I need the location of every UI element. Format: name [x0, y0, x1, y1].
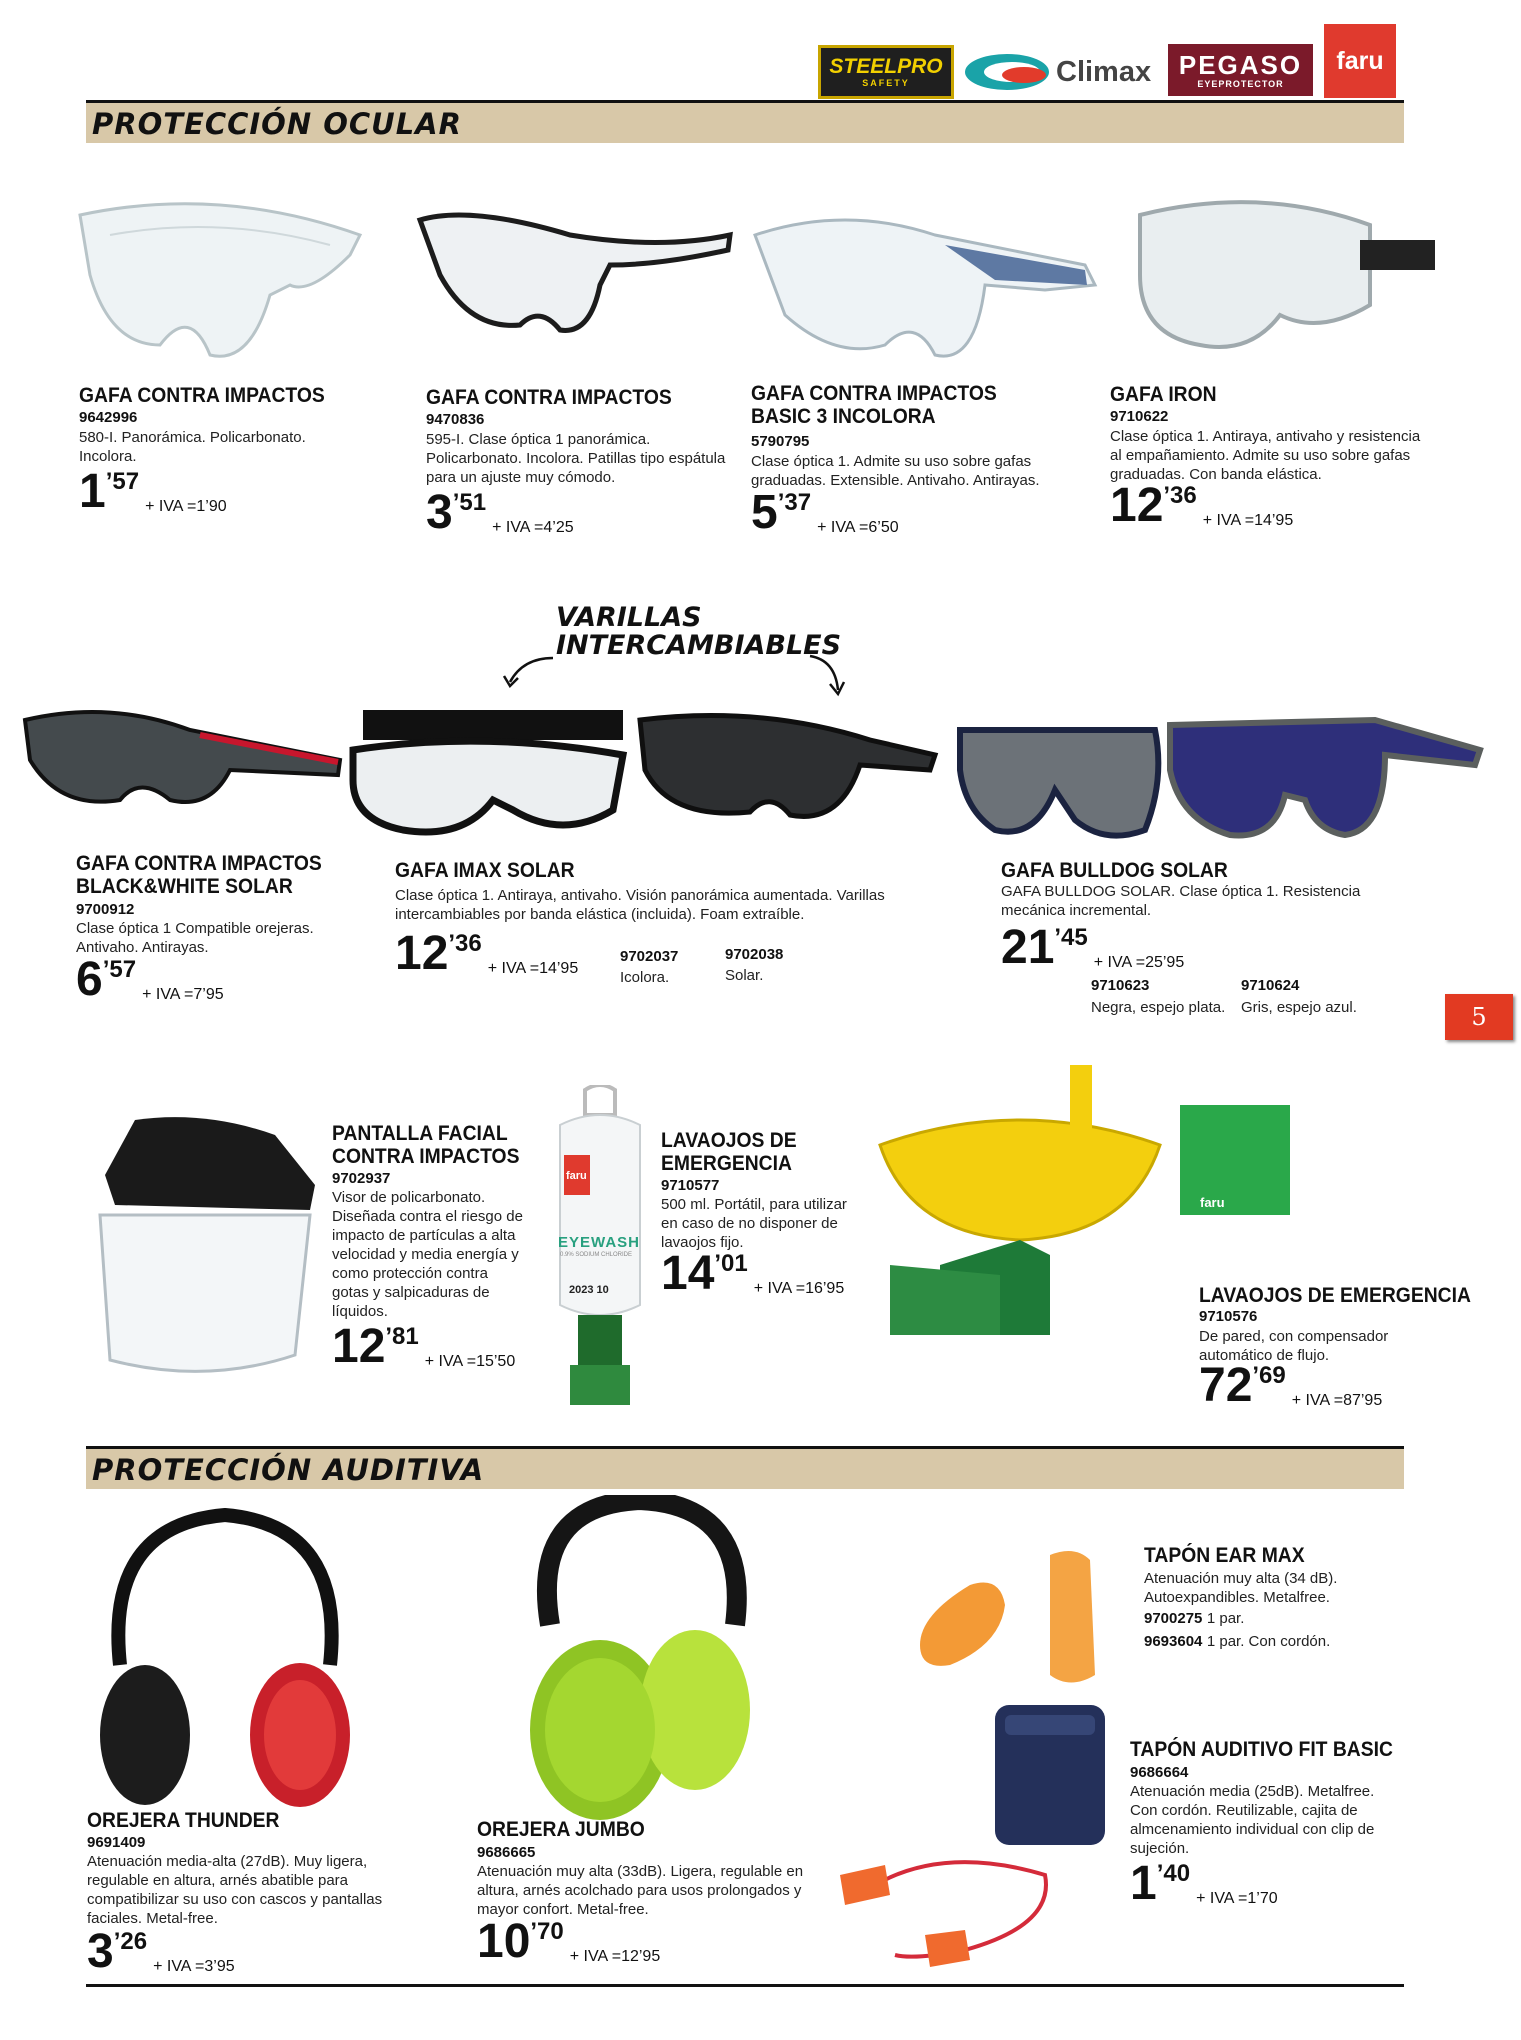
p11-iva-label: + IVA =	[153, 1958, 205, 1975]
p12-price	[477, 1915, 661, 1968]
p10-price-iva: 87’95	[1343, 1392, 1383, 1409]
p5-price-cents: ’57	[102, 956, 137, 983]
p1-price-euros: 1	[79, 465, 106, 518]
p11-desc: Atenuación media-alta (27dB). Muy ligera, regulable en altura, arnés abatible para compatibilizar su uso con cascos y pantallas faciales. Metal-free.	[87, 1853, 383, 1927]
eyewash-bottle-label: EYEWASH	[558, 1234, 641, 1251]
p7-title: GAFA BULLDOG SOLAR	[1001, 859, 1228, 882]
p3-price-euros: 5	[751, 486, 778, 539]
p6-variant-1-desc: Icolora.	[620, 969, 670, 986]
p12-code: 9686665	[477, 1844, 536, 1861]
p13-title: TAPÓN EAR MAX	[1144, 1544, 1305, 1567]
page-number-tab	[1445, 994, 1513, 1040]
p5-code: 9700912	[76, 901, 135, 918]
p4-price-iva: 14’95	[1254, 512, 1294, 529]
p7-price-iva: 25’95	[1145, 954, 1185, 971]
p2-desc: 595-I. Clase óptica 1 panorámica. Policarbonato. Incolora. Patillas tipo espátula para un ajuste muy cómodo.	[426, 431, 726, 486]
p14-price	[1130, 1857, 1278, 1910]
arrow-left-icon	[498, 650, 558, 690]
p12-price-euros: 10	[477, 1915, 531, 1968]
p9-title-2: EMERGENCIA	[661, 1152, 792, 1175]
p4-desc: Clase óptica 1. Antiraya, antivaho y resistencia al empañamiento. Admite su uso sobre gafas graduadas. Con banda elástica.	[1110, 428, 1421, 483]
p10-price-euros: 72	[1199, 1359, 1253, 1412]
earplugs-fit-basic-image	[835, 1855, 1060, 1970]
p6-variant-1-code: 9702037	[620, 948, 679, 965]
p6-iva-label: + IVA =	[487, 960, 540, 977]
p9-iva-label: + IVA =	[753, 1280, 806, 1297]
p13-variant-1-code: 9700275	[1144, 1610, 1203, 1627]
glasses-image-6-clear	[343, 700, 633, 840]
p1-title: GAFA CONTRA IMPACTOS	[79, 384, 325, 407]
p6-price-iva: 14’95	[539, 960, 579, 977]
p9-title-1: LAVAOJOS DE	[661, 1129, 797, 1152]
p12-price-cents: ’70	[530, 1918, 564, 1945]
p7-price	[1001, 921, 1185, 974]
p1-price-cents: ’57	[105, 468, 140, 495]
p4-title: GAFA IRON	[1110, 383, 1217, 406]
p8-title-1: PANTALLA FACIAL	[332, 1122, 508, 1145]
p3-title-1: GAFA CONTRA IMPACTOS	[751, 382, 997, 405]
p13-variant-2	[1144, 1632, 1330, 1651]
p8-price-cents: ’81	[385, 1323, 419, 1350]
p8-price-euros: 12	[332, 1320, 386, 1373]
p10-code: 9710576	[1199, 1308, 1258, 1325]
p1-iva-label: + IVA =	[145, 498, 197, 515]
p5-title-1: GAFA CONTRA IMPACTOS	[76, 852, 322, 875]
pegaso-logo	[1168, 44, 1313, 96]
p8-desc: Visor de policarbonato. Diseñada contra el riesgo de impacto de partículas a alta velocidad y media energía y como protección contra gotas y salpicaduras de líquidos.	[332, 1189, 523, 1320]
p3-desc: Clase óptica 1. Admite su uso sobre gafas graduadas. Extensible. Antivaho. Antirayas.	[751, 453, 1040, 489]
p10-desc: De pared, con compensador automático de flujo.	[1199, 1328, 1389, 1364]
p7-price-euros: 21	[1001, 921, 1055, 974]
varillas-line-2: INTERCAMBIABLES	[556, 630, 842, 661]
arrow-right-icon	[800, 650, 850, 700]
earmuff-thunder-image	[85, 1505, 365, 1810]
p7-variant-1-code: 9710623	[1091, 977, 1150, 994]
p11-price-cents: ’26	[113, 1928, 148, 1955]
pegaso-logo-text: PEGASO	[1178, 50, 1303, 80]
p14-code: 9686664	[1130, 1764, 1189, 1781]
p8-title-2: CONTRA IMPACTOS	[332, 1145, 520, 1168]
p9-price-cents: ’01	[714, 1250, 748, 1277]
p2-title: GAFA CONTRA IMPACTOS	[426, 386, 672, 409]
p11-title: OREJERA THUNDER	[87, 1809, 280, 1832]
eyewash-bottle-sub: 0.9% SODIUM CHLORIDE	[560, 1252, 633, 1258]
p6-title: GAFA IMAX SOLAR	[395, 859, 575, 882]
p2-price-iva: 4’25	[543, 519, 574, 536]
p13-variant-1	[1144, 1609, 1244, 1628]
p12-price-iva: 12’95	[621, 1948, 661, 1965]
p12-title: OREJERA JUMBO	[477, 1818, 645, 1841]
section-title-auditiva: PROTECCIÓN AUDITIVA	[92, 1453, 485, 1487]
p8-price-iva: 15’50	[476, 1353, 516, 1370]
p12-desc: Atenuación muy alta (33dB). Ligera, regulable en altura, arnés acolchado para usos prolongados y mayor confort. Metal-free.	[477, 1863, 804, 1918]
p14-desc: Atenuación media (25dB). Metalfree. Con cordón. Reutilizable, cajita de almcenamiento individual con clip de sujeción.	[1130, 1783, 1375, 1857]
p10-price-cents: ’69	[1252, 1362, 1286, 1389]
page-number: 5	[1471, 1003, 1487, 1031]
earmuff-jumbo-image	[520, 1495, 760, 1825]
steelpro-logo	[818, 45, 954, 99]
p5-iva-label: + IVA =	[142, 986, 194, 1003]
p11-price-euros: 3	[87, 1925, 114, 1978]
p4-price	[1110, 479, 1294, 532]
p1-desc: 580-I. Panorámica. Policarbonato. Incolora.	[79, 429, 306, 465]
section-header-ocular	[86, 100, 1404, 143]
faru-logo-text: faru	[1336, 46, 1384, 75]
p13-variant-2-code: 9693604	[1144, 1633, 1203, 1650]
p9-desc: 500 ml. Portátil, para utilizar en caso de no disponer de lavaojos fijo.	[661, 1196, 847, 1251]
earplugs-ear-max-image	[910, 1545, 1110, 1690]
face-shield-image	[95, 1115, 325, 1380]
p4-code: 9710622	[1110, 408, 1169, 425]
p9-code: 9710577	[661, 1177, 720, 1194]
p6-price-euros: 12	[395, 927, 449, 980]
p3-title-2: BASIC 3 INCOLORA	[751, 405, 936, 428]
p8-price	[332, 1320, 516, 1373]
p9-price-iva: 16’95	[805, 1280, 845, 1297]
p2-price	[426, 486, 574, 539]
p4-price-cents: ’36	[1163, 482, 1197, 509]
climax-logo-text: Climax	[1056, 55, 1152, 88]
varillas-line-1: VARILLAS	[556, 602, 702, 633]
p13-variant-2-desc: 1 par. Con cordón.	[1206, 1633, 1331, 1650]
p13-desc: Atenuación muy alta (34 dB). Autoexpandibles. Metalfree.	[1144, 1570, 1338, 1606]
p10-title: LAVAOJOS DE EMERGENCIA	[1199, 1284, 1471, 1307]
p11-price-iva: 3’95	[204, 1958, 235, 1975]
p5-title-2: BLACK&WHITE SOLAR	[76, 875, 293, 898]
p11-price	[87, 1925, 235, 1978]
p6-desc: Clase óptica 1. Antiraya, antivaho. Visión panorámica aumentada. Varillas intercambiables por banda elástica (incluida). Foam extraíble.	[395, 887, 885, 923]
p2-price-cents: ’51	[452, 489, 487, 516]
steelpro-logo-text: STEELPRO	[829, 55, 943, 78]
p10-iva-label: + IVA =	[1291, 1392, 1344, 1409]
p12-iva-label: + IVA =	[569, 1948, 622, 1965]
p2-code: 9470836	[426, 411, 485, 428]
p14-price-cents: ’40	[1156, 1860, 1191, 1887]
steelpro-logo-sub: SAFETY	[862, 78, 910, 88]
varillas-label	[556, 604, 841, 660]
p14-title: TAPÓN AUDITIVO FIT BASIC	[1130, 1738, 1393, 1761]
glasses-image-2	[410, 195, 740, 345]
glasses-image-5	[20, 700, 345, 810]
p1-price-iva: 1’90	[196, 498, 227, 515]
p6-price-cents: ’36	[448, 930, 482, 957]
p1-price	[79, 465, 227, 518]
glasses-image-6-solar	[630, 700, 940, 830]
p5-price-euros: 6	[76, 953, 103, 1006]
p1-code: 9642996	[79, 409, 138, 426]
p6-variant-2-desc: Solar.	[725, 967, 764, 984]
p2-price-euros: 3	[426, 486, 453, 539]
p7-iva-label: + IVA =	[1093, 954, 1146, 971]
p9-price	[661, 1247, 845, 1300]
p14-price-iva: 1’70	[1247, 1890, 1278, 1907]
p7-variant-2-code: 9710624	[1241, 977, 1300, 994]
p6-price	[395, 927, 579, 980]
p7-price-cents: ’45	[1054, 924, 1088, 951]
p10-price	[1199, 1359, 1383, 1412]
climax-swirl-icon	[962, 50, 1052, 94]
section-header-auditiva	[86, 1446, 1404, 1489]
eyewash-station-brand: faru	[1200, 1195, 1225, 1210]
p3-price-cents: ’37	[777, 489, 812, 516]
glasses-image-3	[745, 195, 1105, 370]
p6-variant-2-code: 9702038	[725, 946, 784, 963]
p3-price-iva: 6’50	[868, 519, 899, 536]
section-title-ocular: PROTECCIÓN OCULAR	[92, 107, 462, 141]
p13-variant-1-desc: 1 par.	[1206, 1610, 1245, 1627]
p8-iva-label: + IVA =	[424, 1353, 477, 1370]
p8-code: 9702937	[332, 1170, 391, 1187]
p7-variant-2-desc: Gris, espejo azul.	[1241, 999, 1357, 1016]
earplug-case-image	[985, 1695, 1115, 1855]
p3-code: 5790795	[751, 433, 810, 450]
p3-iva-label: + IVA =	[817, 519, 869, 536]
p14-price-euros: 1	[1130, 1857, 1157, 1910]
glasses-image-1	[70, 175, 370, 365]
glasses-image-7	[955, 710, 1485, 850]
p2-iva-label: + IVA =	[492, 519, 544, 536]
pegaso-logo-sub: EYEPROTECTOR	[1197, 79, 1284, 89]
eyewash-bottle-brand: faru	[566, 1170, 587, 1182]
goggles-image-4	[1120, 185, 1440, 365]
p4-price-euros: 12	[1110, 479, 1164, 532]
p11-code: 9691409	[87, 1834, 146, 1851]
p5-price-iva: 7’95	[193, 986, 224, 1003]
p14-iva-label: + IVA =	[1196, 1890, 1248, 1907]
climax-logo	[962, 48, 1157, 96]
p3-price	[751, 486, 899, 539]
p7-variant-1-desc: Negra, espejo plata.	[1091, 999, 1226, 1016]
eyewash-bottle-date: 2023 10	[569, 1284, 609, 1296]
p5-price	[76, 953, 224, 1006]
faru-logo	[1324, 24, 1396, 98]
p9-price-euros: 14	[661, 1247, 715, 1300]
p4-iva-label: + IVA =	[1202, 512, 1255, 529]
p7-desc: GAFA BULLDOG SOLAR. Clase óptica 1. Resistencia mecánica incremental.	[1001, 883, 1361, 919]
p5-desc: Clase óptica 1 Compatible orejeras. Antivaho. Antirayas.	[76, 920, 314, 956]
bottom-divider	[86, 1984, 1404, 1987]
